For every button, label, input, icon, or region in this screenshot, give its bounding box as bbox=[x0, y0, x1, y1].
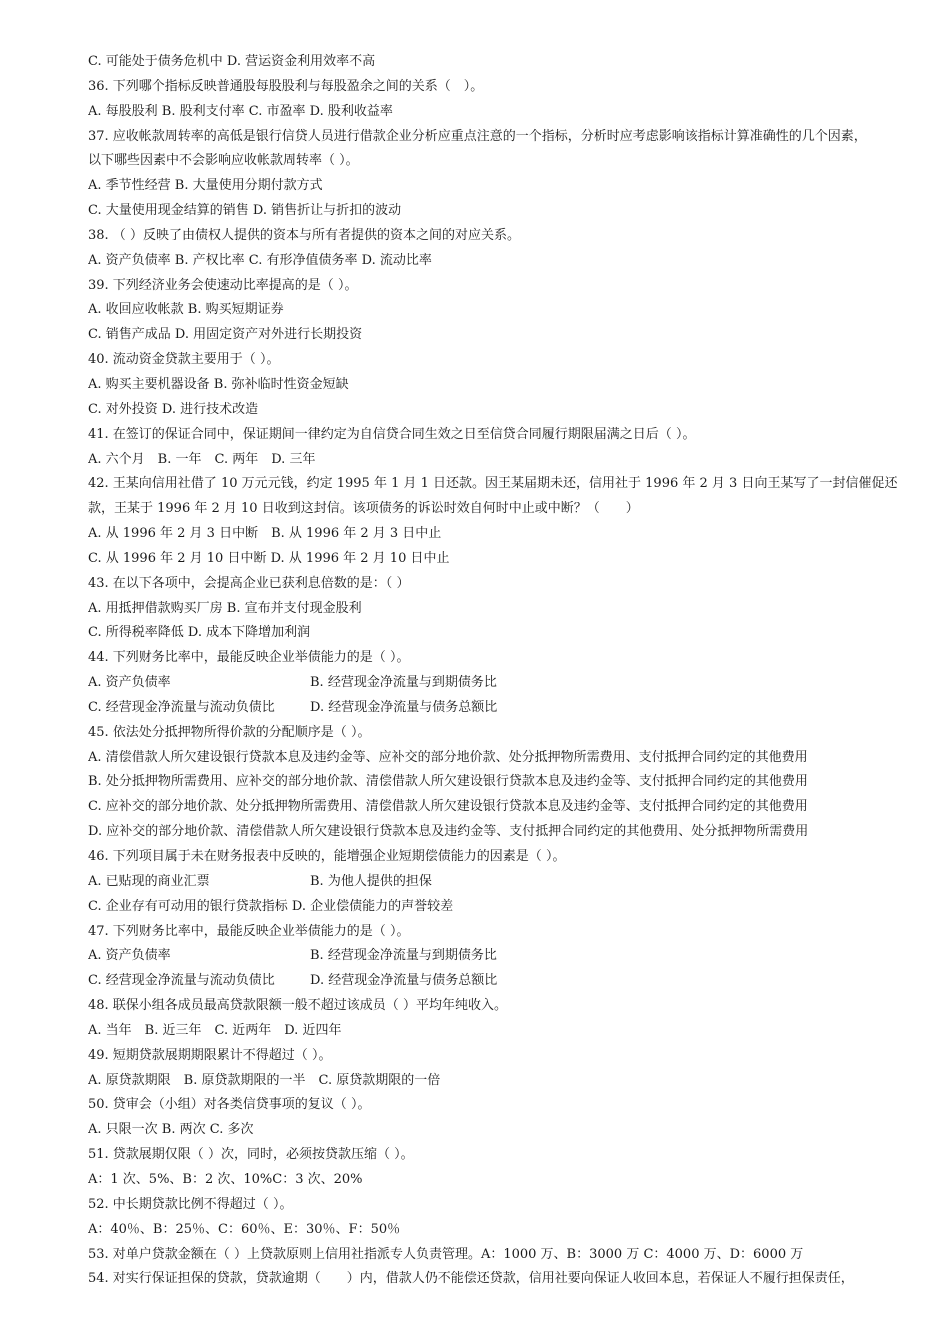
text-line: 以下哪些因素中不会影响应收帐款周转率（ ）。 bbox=[88, 153, 359, 169]
text-line: 43. 在以下各项中，会提高企业已获利息倍数的是：（ ） bbox=[88, 575, 410, 591]
text-line: 53. 对单户贷款金额在（ ）上贷款原则上信用社指派专人负责管理。A：1000 万、B：3000 万 C：4000 万、D：6000 万 bbox=[88, 1246, 804, 1262]
text-line: A. 每股股利 B. 股利支付率 C. 市盈率 D. 股利收益率 bbox=[88, 103, 393, 119]
option-row bbox=[88, 671, 940, 696]
text-line: A. 用抵押借款购买厂房 B. 宣布并支付现金股利 bbox=[88, 600, 362, 616]
text-line: A. 购买主要机器设备 B. 弥补临时性资金短缺 bbox=[88, 376, 349, 392]
text-line: 44. 下列财务比率中，最能反映企业举债能力的是（ ）。 bbox=[88, 650, 410, 666]
option-right: D. 经营现金净流量与债务总额比 bbox=[310, 973, 498, 989]
text-line: C. 对外投资 D. 进行技术改造 bbox=[88, 401, 259, 417]
text-line: A. 收回应收帐款 B. 购买短期证券 bbox=[88, 302, 284, 318]
option-left: A. 已贴现的商业汇票 bbox=[88, 873, 210, 889]
text-line: A：40％、B：25％、C：60％、E：30％、F：50％ bbox=[88, 1221, 401, 1237]
text-line: C. 从 1996 年 2 月 10 日中断 D. 从 1996 年 2 月 10 日中止 bbox=[88, 550, 450, 566]
text-line: A. 清偿借款人所欠建设银行贷款本息及违约金等、应补交的部分地价款、处分抵押物所需费用、支付抵押合同约定的其他费用 bbox=[88, 749, 808, 765]
text-line: 款，王某于 1996 年 2 月 10 日收到这封信。该项债务的诉讼时效自何时中止或中断？（ ） bbox=[88, 501, 639, 517]
text-line: 41. 在签订的保证合同中，保证期间一律约定为自信贷合同生效之日至信贷合同履行期限届满之日后（ ）。 bbox=[88, 426, 696, 442]
text-line: 45. 依法处分抵押物所得价款的分配顺序是（ ）。 bbox=[88, 724, 371, 740]
text-line: 36. 下列哪个指标反映普通股每股股利与每股盈余之间的关系（ ）。 bbox=[88, 78, 484, 94]
option-left: A. 资产负债率 bbox=[88, 675, 171, 691]
option-row bbox=[88, 944, 940, 969]
option-left: C. 经营现金净流量与流动负债比 bbox=[88, 973, 275, 989]
option-left: A. 资产负债率 bbox=[88, 948, 171, 964]
text-line: 38. （ ）反映了由债权人提供的资本与所有者提供的资本之间的对应关系。 bbox=[88, 227, 520, 243]
text-line: 47. 下列财务比率中，最能反映企业举债能力的是（ ）。 bbox=[88, 923, 410, 939]
text-line: C. 大量使用现金结算的销售 D. 销售折让与折扣的波动 bbox=[88, 203, 402, 219]
text-line: A. 当年 B. 近三年 C. 近两年 D. 近四年 bbox=[88, 1022, 342, 1038]
text-line: A. 原贷款期限 B. 原贷款期限的一半 C. 原贷款期限的一倍 bbox=[88, 1072, 441, 1088]
text-line: C. 企业存有可动用的银行贷款指标 D. 企业偿债能力的声誉较差 bbox=[88, 898, 454, 914]
text-line: 48. 联保小组各成员最高贷款限额一般不超过该成员（ ）平均年纯收入。 bbox=[88, 998, 507, 1014]
option-left: C. 经营现金净流量与流动负债比 bbox=[88, 699, 275, 715]
text-line: 49. 短期贷款展期期限累计不得超过（ ）。 bbox=[88, 1047, 332, 1063]
text-line: C. 所得税率降低 D. 成本下降增加利润 bbox=[88, 625, 311, 641]
option-right: B. 为他人提供的担保 bbox=[310, 873, 432, 889]
text-line: 42. 王某向信用社借了 10 万元元钱，约定 1995 年 1 月 1 日还款。因王某届期未还，信用社于 1996 年 2 月 3 日向王某写了一封信催促还 bbox=[88, 476, 898, 492]
text-line: A. 资产负债率 B. 产权比率 C. 有形净值债务率 D. 流动比率 bbox=[88, 252, 432, 268]
text-line: A. 只限一次 B. 两次 C. 多次 bbox=[88, 1122, 254, 1138]
option-right: B. 经营现金净流量与到期债务比 bbox=[310, 675, 497, 691]
text-line: A. 六个月 B. 一年 C. 两年 D. 三年 bbox=[88, 451, 316, 467]
text-line: 46. 下列项目属于未在财务报表中反映的，能增强企业短期偿债能力的因素是（ ）。 bbox=[88, 849, 566, 864]
option-row bbox=[88, 696, 940, 721]
text-line: 39. 下列经济业务会使速动比率提高的是（ ）。 bbox=[88, 277, 358, 293]
option-row bbox=[88, 870, 940, 895]
text-line: 51. 贷款展期仅限（ ）次，同时，必须按贷款压缩（ ）。 bbox=[88, 1147, 414, 1163]
document-page bbox=[88, 50, 940, 1292]
option-right: D. 经营现金净流量与债务总额比 bbox=[310, 699, 498, 715]
text-line: A. 季节性经营 B. 大量使用分期付款方式 bbox=[88, 178, 323, 194]
text-line: C. 可能处于债务危机中 D. 营运资金利用效率不高 bbox=[88, 54, 376, 69]
text-line: 52. 中长期贷款比例不得超过（ ）。 bbox=[88, 1196, 293, 1212]
text-line: C. 应补交的部分地价款、处分抵押物所需费用、清偿借款人所欠建设银行贷款本息及违约金等、支付抵押合同约定的其他费用 bbox=[88, 799, 808, 815]
text-line: 54. 对实行保证担保的贷款，贷款逾期（ ）内，借款人仍不能偿还贷款，信用社要向保证人收回本息，若保证人不履行担保责任， bbox=[88, 1271, 854, 1287]
text-line: 37. 应收帐款周转率的高低是银行信贷人员进行借款企业分析应重点注意的一个指标，分析时应考虑影响该指标计算准确性的几个因素， bbox=[88, 128, 867, 144]
text-line: A：1 次、5%、B：2 次、10%C：3 次、20% bbox=[88, 1171, 363, 1187]
text-line: D. 应补交的部分地价款、清偿借款人所欠建设银行贷款本息及违约金等、支付抵押合同约定的其他费用、处分抵押物所需费用 bbox=[88, 824, 809, 840]
text-line: B. 处分抵押物所需费用、应补交的部分地价款、清偿借款人所欠建设银行贷款本息及违约金等、支付抵押合同约定的其他费用 bbox=[88, 774, 808, 790]
text-line: C. 销售产成品 D. 用固定资产对外进行长期投资 bbox=[88, 327, 363, 343]
text-line: 40. 流动资金贷款主要用于（ ）。 bbox=[88, 352, 280, 368]
text-line: 50. 贷审会（小组）对各类信贷事项的复议（ ）。 bbox=[88, 1097, 371, 1113]
option-right: B. 经营现金净流量与到期债务比 bbox=[310, 948, 497, 964]
option-row bbox=[88, 969, 940, 994]
text-line: A. 从 1996 年 2 月 3 日中断 B. 从 1996 年 2 月 3 日中止 bbox=[88, 526, 442, 542]
